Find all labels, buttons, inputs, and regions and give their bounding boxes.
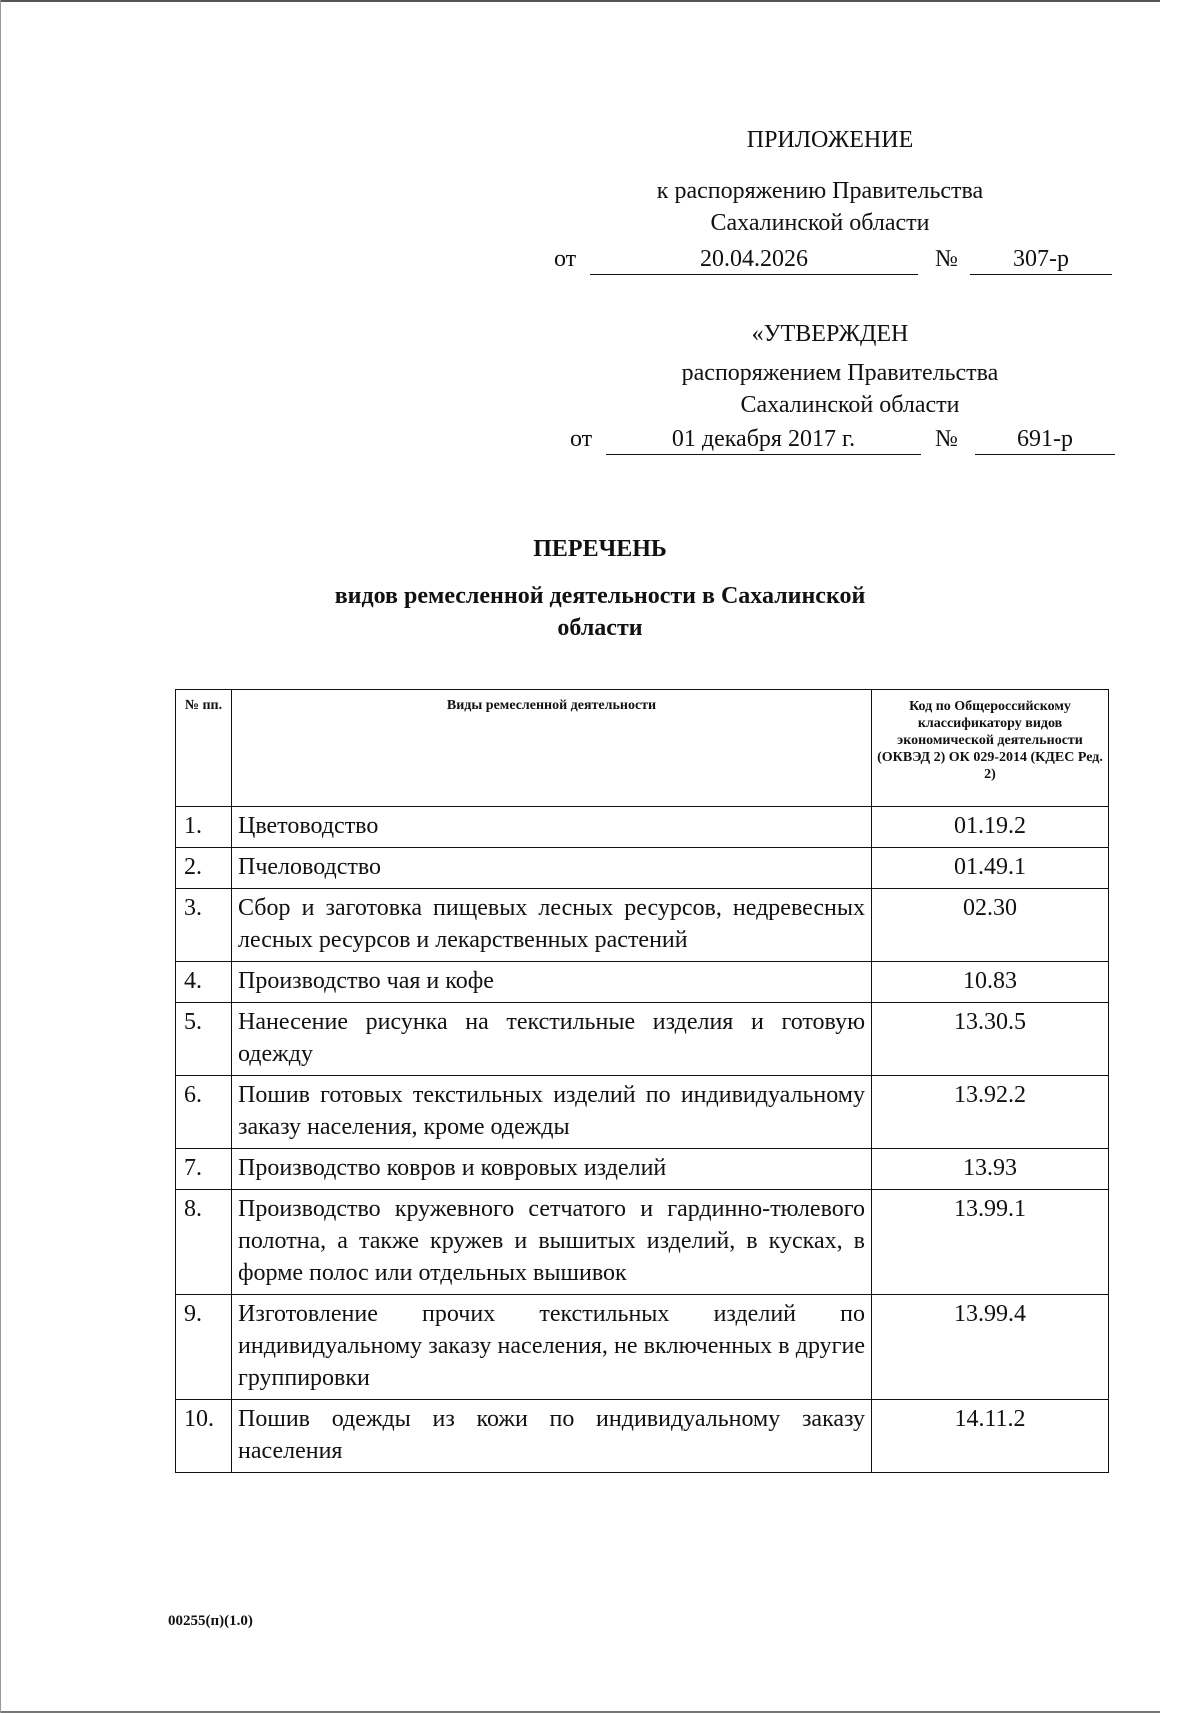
row-number: 8. [176,1190,232,1295]
table-row [176,807,1109,848]
row-number: 9. [176,1295,232,1400]
row-code: 13.99.4 [872,1295,1109,1400]
table-header-row [176,690,1109,807]
row-number: 1. [176,807,232,848]
approved-number-row [0,424,1200,456]
appendix-number-label: № [935,246,958,272]
footer-form-code: 00255(п)(1.0) [168,1613,253,1629]
approved-title: «УТВЕРЖДЕН [751,321,909,347]
row-number: 7. [176,1149,232,1190]
table-row [176,1190,1109,1295]
row-activity: Сбор и заготовка пищевых лесных ресурсов, недревесных лесных ресурсов и лекарственных растений [232,889,872,962]
appendix-date: 20.04.2026 [590,244,918,275]
row-code: 14.11.2 [872,1400,1109,1473]
document-title: ПЕРЕЧЕНЬ [533,536,667,562]
row-activity: Производство чая и кофе [232,962,872,1003]
row-code: 10.83 [872,962,1109,1003]
appendix-number-row [0,244,1200,276]
table-row [176,1076,1109,1149]
row-code: 02.30 [872,889,1109,962]
document-subtitle-line-2: области [557,615,643,641]
row-activity: Нанесение рисунка на текстильные изделия и готовую одежду [232,1003,872,1076]
activities-table [175,689,1109,1473]
document-subtitle-line-1: видов ремесленной деятельности в Сахалинской [334,583,866,609]
row-number: 3. [176,889,232,962]
row-number: 6. [176,1076,232,1149]
row-number: 4. [176,962,232,1003]
approved-from-label: от [570,426,593,452]
row-activity: Производство кружевного сетчатого и гардинно-тюлевого полотна, а также кружев и вышитых изделий, в кусках, в форме полос или отдельных вышивок [232,1190,872,1295]
row-activity: Пошив готовых текстильных изделий по индивидуальному заказу населения, кроме одежды [232,1076,872,1149]
table-row [176,848,1109,889]
page-edge-top [0,0,1160,2]
appendix-from-label: от [554,246,577,272]
appendix-line-1: к распоряжению Правительства [656,178,984,204]
row-code: 01.19.2 [872,807,1109,848]
header-activity: Виды ремесленной деятельности [232,690,872,807]
appendix-title: ПРИЛОЖЕНИЕ [746,127,914,153]
row-number: 5. [176,1003,232,1076]
header-okved-code: Код по Общероссийскому классификатору видов экономической деятельности (ОКВЭД 2) ОК 029-2014 (КДЕС Ред. 2) [872,690,1109,807]
row-number: 2. [176,848,232,889]
appendix-number: 307-р [970,244,1112,275]
approved-number: 691-р [975,424,1115,455]
appendix-line-2: Сахалинской области [710,210,930,236]
approved-line-1: распоряжением Правительства [681,360,999,386]
table-row [176,1400,1109,1473]
row-code: 13.30.5 [872,1003,1109,1076]
row-activity: Производство ковров и ковровых изделий [232,1149,872,1190]
table-row [176,1149,1109,1190]
table-row [176,889,1109,962]
row-activity: Изготовление прочих текстильных изделий по индивидуальному заказу населения, не включенных в другие группировки [232,1295,872,1400]
row-activity: Пчеловодство [232,848,872,889]
table-row [176,962,1109,1003]
approved-number-label: № [935,426,958,452]
table-row [176,1295,1109,1400]
header-number: № пп. [176,690,232,807]
row-activity: Пошив одежды из кожи по индивидуальному заказу населения [232,1400,872,1473]
row-code: 13.99.1 [872,1190,1109,1295]
row-activity: Цветоводство [232,807,872,848]
approved-line-2: Сахалинской области [740,392,960,418]
row-code: 01.49.1 [872,848,1109,889]
approved-date: 01 декабря 2017 г. [606,424,921,455]
row-code: 13.92.2 [872,1076,1109,1149]
row-number: 10. [176,1400,232,1473]
row-code: 13.93 [872,1149,1109,1190]
table-row [176,1003,1109,1076]
